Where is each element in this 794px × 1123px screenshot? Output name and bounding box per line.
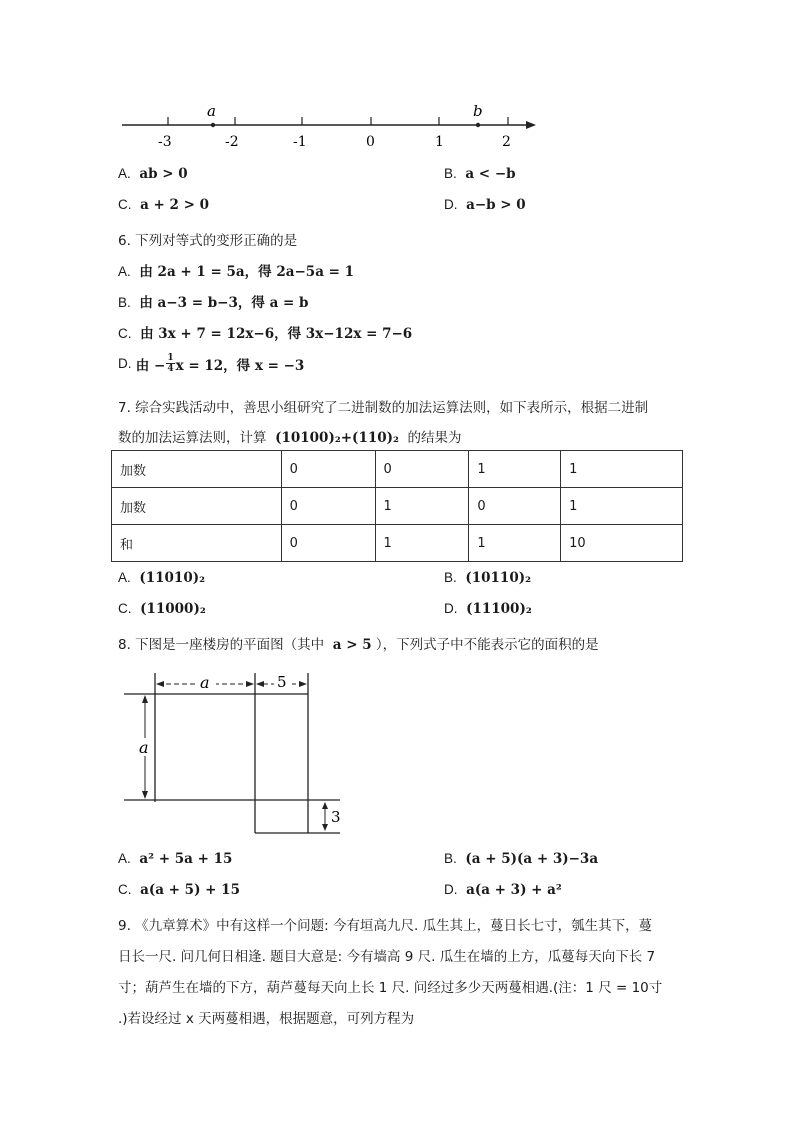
- table-cell: 加数: [112, 451, 282, 488]
- option-letter: C.: [118, 882, 132, 897]
- q9-line3: 寸；葫芦生在墙的下方，葫芦蔓每天向上长 1 尺. 问经过多少天两蔓相遇.(注：1 尺 = 10寸: [118, 980, 663, 996]
- table-cell: 0: [375, 451, 469, 488]
- fraction: [166, 353, 174, 374]
- q5-option-b: [444, 166, 516, 182]
- q7-option-c: [118, 601, 206, 617]
- q8-condition: a > 5: [332, 637, 372, 653]
- q8-option-a: [118, 851, 232, 867]
- table-cell: 0: [281, 451, 375, 488]
- tick-label-neg2: -2: [225, 134, 239, 150]
- option-letter: A.: [118, 264, 131, 279]
- q6-option-d: [118, 353, 304, 374]
- q5-option-a: [118, 166, 188, 182]
- dim-label-left-a: a: [139, 738, 149, 757]
- q9-line2: 日长一尺. 问几何日相逢. 题目大意是: 今有墙高 9 尺. 瓜生在墙的上方，瓜蔓每天向下长 7: [118, 949, 656, 965]
- q7-option-b: [444, 570, 531, 586]
- option-letter: D.: [444, 197, 458, 212]
- option-text: a(a + 5) + 15: [140, 882, 240, 898]
- table-cell: 和: [112, 525, 282, 562]
- option-letter: C.: [118, 326, 132, 341]
- q6-option-b: [118, 291, 308, 311]
- q6-option-a: [118, 260, 354, 280]
- point-b-label: b: [473, 102, 483, 120]
- table-cell: 1: [469, 525, 561, 562]
- option-letter: A.: [118, 851, 131, 866]
- option-text: a + 2 > 0: [140, 197, 210, 213]
- option-text: (10110)₂: [465, 570, 532, 586]
- q7-stem-line1: 7. 综合实践活动中，善思小组研究了二进制数的加法运算法则，如下表所示，根据二进制: [118, 400, 649, 416]
- point-a-label: a: [207, 102, 216, 120]
- q8-option-b: [444, 851, 598, 867]
- q7-option-d: [444, 601, 532, 617]
- dim-label-top-5: 5: [277, 673, 287, 691]
- option-text: (11010)₂: [139, 570, 206, 586]
- option-text: 由 2a + 1 = 5a，得 2a−5a = 1: [139, 264, 355, 280]
- arrow-right: [246, 681, 254, 687]
- option-letter: B.: [444, 570, 457, 585]
- option-text: 由 3x + 7 = 12x−6，得 3x−12x = 7−6: [140, 326, 413, 342]
- option-letter: B.: [444, 851, 457, 866]
- q7-stem-after: 的结果为: [407, 430, 462, 446]
- point-b-dot: [476, 123, 480, 127]
- q5-option-d: [444, 197, 526, 213]
- arrow-left: [156, 681, 164, 687]
- option-text: (a + 5)(a + 3)−3a: [465, 851, 599, 867]
- option-letter: A.: [118, 570, 131, 585]
- arrow-right: [299, 681, 307, 687]
- point-a-dot: [211, 123, 215, 127]
- option-text: a < −b: [465, 166, 516, 182]
- arrow-down: [322, 824, 328, 831]
- q8-stem-after: ），下列式子中不能表示它的面积的是: [375, 637, 599, 653]
- arrow-down: [142, 791, 148, 799]
- number-line-figure: [118, 100, 548, 160]
- q6-option-c: [118, 322, 412, 342]
- tick-label-0: 0: [366, 134, 375, 150]
- table-row: [112, 451, 683, 488]
- option-letter: B.: [444, 166, 457, 181]
- option-text: a−b > 0: [466, 197, 526, 213]
- q9-line4: .)若设经过 x 天两蔓相遇，根据题意，可列方程为: [118, 1011, 415, 1027]
- option-letter: D.: [444, 882, 458, 897]
- option-letter: C.: [118, 197, 132, 212]
- tick-label-1: 1: [435, 134, 444, 150]
- option-text: ab > 0: [139, 166, 188, 182]
- arrow-up: [322, 802, 328, 809]
- table-cell: 0: [281, 488, 375, 525]
- option-letter: C.: [118, 601, 132, 616]
- tick-label-neg3: -3: [158, 134, 172, 150]
- option-text: a² + 5a + 15: [139, 851, 233, 867]
- fraction-denominator: 4: [167, 364, 174, 374]
- option-text: (11000)₂: [140, 601, 206, 617]
- option-prefix: 由 −: [135, 357, 166, 374]
- table-cell: 0: [469, 488, 561, 525]
- q7-option-a: [118, 570, 205, 586]
- q8-stem: [118, 633, 599, 653]
- option-text: 由 a−3 = b−3，得 a = b: [139, 295, 309, 311]
- table-row: [112, 525, 683, 562]
- table-cell: 1: [375, 525, 469, 562]
- option-letter: A.: [118, 166, 131, 181]
- q7-stem-line2: [118, 426, 462, 446]
- tick-label-neg1: -1: [293, 134, 307, 150]
- q9-line1: 9. 《九章算术》中有这样一个问题: 今有垣高九尺. 瓜生其上，蔓日长七寸，瓠生其下，蔓: [118, 918, 653, 934]
- dim-label-right-3: 3: [331, 808, 341, 826]
- table-cell: 1: [375, 488, 469, 525]
- table-cell: 1: [561, 451, 683, 488]
- dim-label-top-a: a: [200, 673, 210, 692]
- number-line-arrow: [526, 121, 536, 129]
- q8-option-c: [118, 882, 240, 898]
- binary-addition-table: [111, 450, 683, 562]
- table-cell: 0: [281, 525, 375, 562]
- option-letter: D.: [118, 356, 132, 371]
- q8-option-d: [444, 882, 562, 898]
- q7-expression: (10100)₂+(110)₂: [275, 430, 399, 446]
- option-text: a(a + 3) + a²: [466, 882, 562, 898]
- q5-option-c: [118, 197, 209, 213]
- q6-stem: 6. 下列对等式的变形正确的是: [118, 233, 298, 249]
- table-cell: 10: [561, 525, 683, 562]
- q7-stem-before: 数的加法运算法则，计算: [118, 430, 267, 446]
- option-suffix: x = 12，得 x = −3: [175, 357, 305, 374]
- table-row: [112, 488, 683, 525]
- arrow-up: [142, 695, 148, 703]
- option-text: (11100)₂: [466, 601, 532, 617]
- arrow-left: [256, 681, 264, 687]
- table-cell: 加数: [112, 488, 282, 525]
- table-cell: 1: [561, 488, 683, 525]
- option-letter: B.: [118, 295, 131, 310]
- table-cell: 1: [469, 451, 561, 488]
- q8-stem-before: 8. 下图是一座楼房的平面图（其中: [118, 637, 325, 653]
- fraction-numerator: 1: [167, 353, 174, 363]
- floor-plan-figure: [118, 665, 358, 840]
- option-letter: D.: [444, 601, 458, 616]
- tick-label-2: 2: [502, 134, 511, 150]
